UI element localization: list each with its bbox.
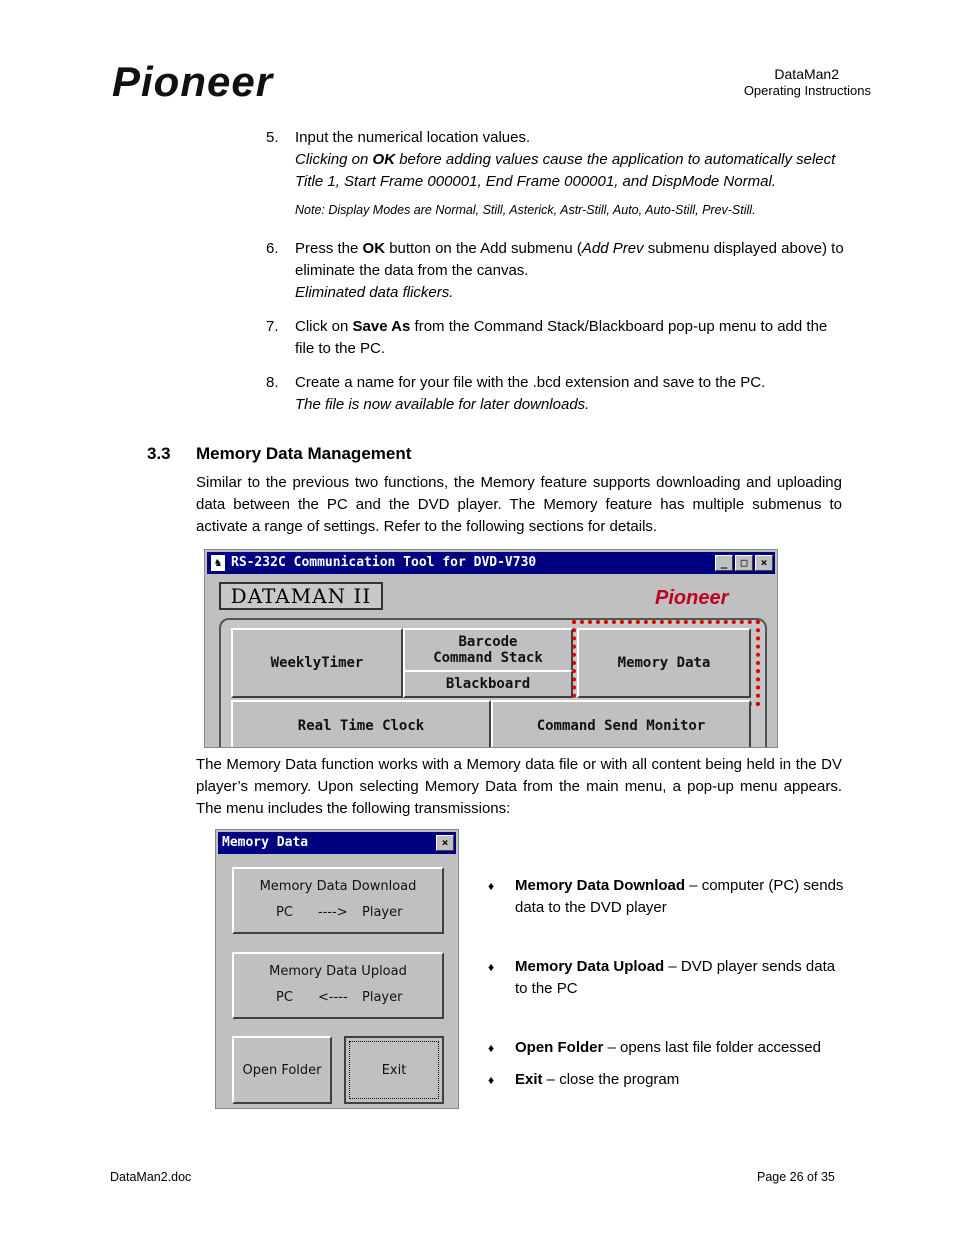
step-number: 7.	[266, 318, 279, 335]
dataman-main-window-screenshot	[204, 549, 778, 748]
bullet-diamond-icon: ♦	[488, 1073, 495, 1087]
window-titlebar	[207, 552, 775, 574]
bullet-text: Exit – close the program	[515, 1071, 680, 1088]
app-icon: ♞	[211, 555, 225, 571]
step-5	[266, 127, 846, 193]
step-text: Create a name for your file with the .bcd extension and save to the PC.	[295, 374, 766, 391]
highlight-box	[572, 620, 760, 706]
barcode-command-stack-button[interactable]	[403, 628, 573, 676]
memory-data-download-button[interactable]	[232, 867, 444, 934]
step-number: 6.	[266, 240, 279, 257]
window-title: RS-232C Communication Tool for DVD-V730	[231, 555, 537, 570]
step-8	[266, 372, 846, 416]
download-from: PC	[276, 905, 293, 920]
section-title: Memory Data Management	[196, 444, 412, 463]
step-italic-note: The file is now available for later downloads.	[295, 396, 590, 413]
step-number: 5.	[266, 129, 279, 146]
open-folder-button[interactable]: Open Folder	[232, 1036, 332, 1104]
real-time-clock-button[interactable]: Real Time Clock	[231, 700, 491, 748]
pioneer-small-logo	[653, 584, 763, 608]
bullet-text: Memory Data Upload – DVD player sends data to the PC	[515, 958, 836, 997]
dialog-titlebar	[218, 832, 456, 854]
maximize-icon[interactable]: □	[735, 555, 753, 571]
upload-to: Player	[362, 990, 403, 1005]
bullet-text: Open Folder – opens last file folder accessed	[515, 1039, 821, 1056]
bullet-diamond-icon: ♦	[488, 960, 495, 974]
section-number: 3.3	[147, 444, 171, 463]
weekly-timer-button[interactable]: WeeklyTimer	[231, 628, 403, 698]
barcode-label: Barcode	[458, 634, 518, 650]
command-send-monitor-button[interactable]: Command Send Monitor	[491, 700, 751, 748]
memory-data-paragraph: The Memory Data function works with a Memory data file or with all content being held in the DV player’s memory. Upon selecting Memory Data from the main menu, a pop-up menu appears. The menu includes the following transmissions:	[196, 756, 842, 817]
section-intro-paragraph: Similar to the previous two functions, the Memory feature supports downloading and uploading data between the PC and the DVD player. The Memory feature has multiple submenus to activate a range of settings. Refer to the following sections for details.	[196, 474, 842, 535]
bullet-diamond-icon: ♦	[488, 879, 495, 893]
svg-text:Pioneer: Pioneer	[112, 60, 274, 104]
display-modes-note: Note: Display Modes are Normal, Still, Asterick, Astr-Still, Auto, Auto-Still, Prev-Still.	[295, 203, 756, 217]
bullet-open-folder	[488, 1037, 848, 1059]
bullet-memory-data-upload	[488, 956, 848, 1000]
command-stack-label: Command Stack	[433, 650, 543, 666]
footer-filename: DataMan2.doc	[110, 1170, 192, 1184]
svg-text:Pioneer: Pioneer	[655, 587, 729, 608]
step-text: Press the OK button on the Add submenu (Add Prev submenu displayed above) to eliminate the data from the canvas.	[295, 240, 844, 279]
step-text: Click on Save As from the Command Stack/Blackboard pop-up menu to add the file to the PC.	[295, 318, 828, 357]
doc-subtitle: Operating Instructions	[743, 83, 871, 98]
upload-arrow: <----	[318, 990, 348, 1005]
pioneer-logo	[110, 60, 355, 104]
dataman-brand-label: DATAMAN II	[219, 582, 383, 610]
bullet-text: Memory Data Download – computer (PC) sends data to the DVD player	[515, 877, 844, 916]
upload-from: PC	[276, 990, 293, 1005]
doc-title: DataMan2	[774, 66, 839, 82]
exit-button[interactable]: Exit	[344, 1036, 444, 1104]
bullet-memory-data-download	[488, 875, 848, 919]
upload-label: Memory Data Upload	[269, 964, 407, 979]
memory-data-upload-button[interactable]	[232, 952, 444, 1019]
blackboard-button[interactable]: Blackboard	[403, 670, 573, 698]
memory-data-dialog-screenshot	[215, 829, 459, 1109]
step-7	[266, 316, 846, 360]
step-number: 8.	[266, 374, 279, 391]
step-text: Input the numerical location values.	[295, 129, 531, 146]
step-6	[266, 238, 846, 304]
memory-data-button[interactable]: Memory Data	[577, 628, 751, 698]
close-icon[interactable]: ×	[755, 555, 773, 571]
step-italic-note: Clicking on OK before adding values cause the application to automatically select Title 1, Start Frame 000001, End Frame 000001, and DispMode Normal.	[295, 151, 836, 190]
download-arrow: ---->	[318, 905, 348, 920]
minimize-icon[interactable]: _	[715, 555, 733, 571]
bullet-exit	[488, 1069, 848, 1091]
dialog-title: Memory Data	[222, 835, 309, 850]
footer-page-number: Page 26 of 35	[757, 1170, 835, 1184]
bullet-diamond-icon: ♦	[488, 1041, 495, 1055]
download-to: Player	[362, 905, 403, 920]
step-italic-note: Eliminated data flickers.	[295, 284, 454, 301]
close-icon[interactable]: ×	[436, 835, 454, 851]
download-label: Memory Data Download	[259, 879, 417, 894]
